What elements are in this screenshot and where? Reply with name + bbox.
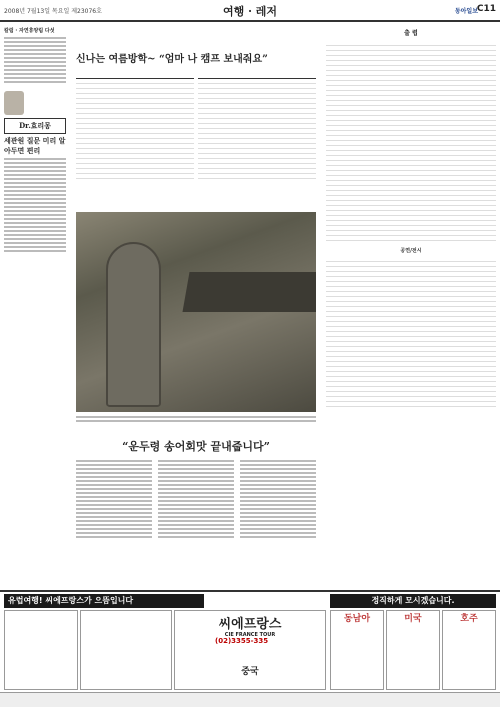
body-col-1 — [76, 458, 152, 582]
ad-banner-right: 정직하게 모시겠습니다. — [330, 594, 496, 608]
ad-aus-label: 호주 — [460, 614, 478, 624]
section-title: 여행 · 레저 — [223, 5, 277, 18]
camp-table-right — [198, 78, 316, 208]
paper-name: 동아일보 — [454, 8, 478, 15]
right-title: 출 렵 — [404, 30, 418, 37]
brief-head: 칼럼 · 자연휴양림 다섯 — [4, 28, 55, 34]
stone-monument — [106, 242, 161, 407]
right-subtitle: 공연/전시 — [400, 248, 422, 254]
masthead — [0, 0, 500, 22]
ad-usa — [386, 610, 440, 690]
ad-banner-left: 유럽여행! 씨에프랑스가 으뜸입니다 — [4, 594, 204, 608]
article-headline: “운두령 송어회맛 끝내줍니다” — [122, 440, 270, 453]
ad-cie-france — [174, 610, 326, 690]
ad-brand-en: CIE FRANCE TOUR — [224, 632, 276, 638]
ad-china: 중국 — [241, 667, 259, 677]
issue-date: 2008년 7월13일 목요일 제23076호 — [4, 8, 102, 15]
ad-usa-label: 미국 — [404, 614, 422, 624]
article-photo — [76, 212, 316, 412]
pavilion-roof — [182, 272, 316, 312]
left-column — [4, 28, 66, 334]
page-number: C11 — [476, 4, 496, 14]
camp-table-left — [76, 78, 194, 208]
ad-tour-2 — [80, 610, 172, 690]
ad-phone: (02)3355-335 — [215, 637, 269, 645]
ad-sea-label: 동남아 — [343, 614, 371, 624]
column-badge: Dr.효리몽 — [4, 118, 66, 134]
article-subhead: 신나는 여름방학~ “엄마 나 캠프 보내줘요” — [76, 54, 268, 65]
body-col-2 — [158, 458, 234, 582]
ad-aus — [442, 610, 496, 690]
ad-sea — [330, 610, 384, 690]
ad-brand: 씨에프랑스 — [218, 617, 282, 632]
ad-tour-1 — [4, 610, 78, 690]
column-title: 세관원 질문 미리 알아두면 편리 — [4, 136, 66, 155]
body-col-3 — [240, 458, 316, 582]
ad-bottom-strip — [0, 692, 500, 707]
photo-caption — [76, 414, 316, 424]
ad-section — [0, 590, 500, 707]
right-column — [326, 28, 496, 588]
columnist-photo — [4, 91, 24, 115]
